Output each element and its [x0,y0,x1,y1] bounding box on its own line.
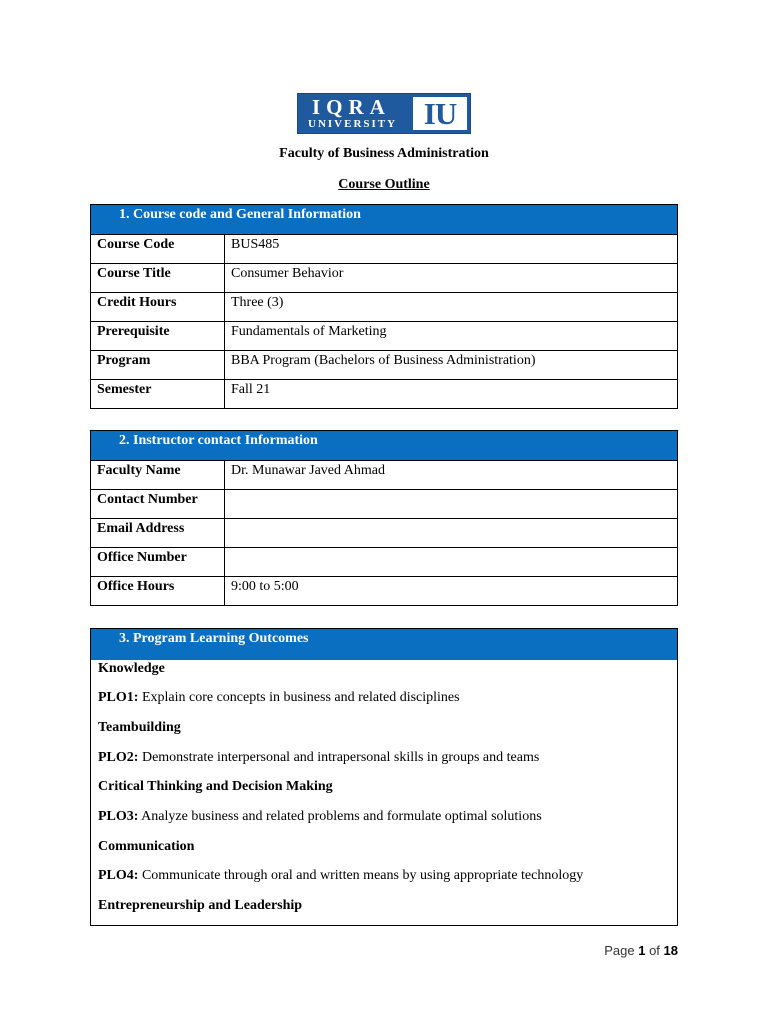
table-row [91,548,678,577]
row-value: Dr. Munawar Javed Ahmad [225,461,678,490]
row-key: Office Hours [91,577,225,606]
row-value [225,548,678,577]
knowledge-heading: Knowledge [98,661,165,676]
row-key: Course Title [91,264,225,293]
critical-thinking-heading: Critical Thinking and Decision Making [98,779,333,794]
plo1-label: PLO1: [98,690,139,705]
row-value: BBA Program (Bachelors of Business Administration) [225,351,678,380]
entrepreneurship-heading: Entrepreneurship and Leadership [98,898,303,913]
table-row [91,293,678,322]
row-value: Consumer Behavior [225,264,678,293]
plo3-text: Analyze business and related problems and formulate optimal solutions [138,809,542,824]
instructor-info-table [90,430,678,606]
plo4-label: PLO4: [98,868,139,883]
plo4-line [98,868,583,884]
row-value: Fundamentals of Marketing [225,322,678,351]
table-row [91,235,678,264]
total-pages: 18 [663,943,678,958]
section-2-heading: 2. Instructor contact Information [91,431,678,461]
plo2-label: PLO2: [98,750,139,765]
row-key: Email Address [91,519,225,548]
row-value [225,490,678,519]
teambuilding-heading: Teambuilding [98,720,181,735]
row-value: BUS485 [225,235,678,264]
row-key: Semester [91,380,225,409]
table-row [91,322,678,351]
course-outline-title [0,177,768,193]
plo1-text: Explain core concepts in business and related disciplines [138,690,460,705]
logo-mark: IU [413,97,467,130]
row-value: Fall 21 [225,380,678,409]
plo4-text: Communicate through oral and written means by using appropriate technology [138,868,584,883]
table-row [91,519,678,548]
row-key: Office Number [91,548,225,577]
table-row [91,351,678,380]
row-value: 9:00 to 5:00 [225,577,678,606]
row-value [225,519,678,548]
row-key: Program [91,351,225,380]
program-learning-outcomes-box [90,628,678,926]
table-row [91,577,678,606]
plo2-text: Demonstrate interpersonal and intrapersonal skills in groups and teams [138,750,540,765]
current-page: 1 [638,943,646,958]
page-footer [604,943,678,958]
table-row [91,490,678,519]
table-row [91,380,678,409]
plo1-line [98,690,460,706]
course-info-table [90,204,678,409]
faculty-title: Faculty of Business Administration [279,146,489,161]
plo2-line [98,750,539,766]
table-row [91,461,678,490]
row-key: Prerequisite [91,322,225,351]
section-3-heading: 3. Program Learning Outcomes [91,629,677,660]
logo-line-1: IQRA [312,95,391,119]
row-key: Credit Hours [91,293,225,322]
table-row [91,264,678,293]
plo3-line [98,809,542,825]
row-key: Faculty Name [91,461,225,490]
row-key: Contact Number [91,490,225,519]
logo-line-2: UNIVERSITY [308,118,398,130]
plo3-label: PLO3: [98,809,139,824]
iqra-university-logo [297,93,471,134]
course-outline-text: Course Outline [338,177,430,192]
communication-heading: Communication [98,839,195,854]
row-key: Course Code [91,235,225,264]
of-word: of [649,943,660,958]
row-value: Three (3) [225,293,678,322]
page-word: Page [604,943,635,958]
section-1-heading: 1. Course code and General Information [91,205,678,235]
